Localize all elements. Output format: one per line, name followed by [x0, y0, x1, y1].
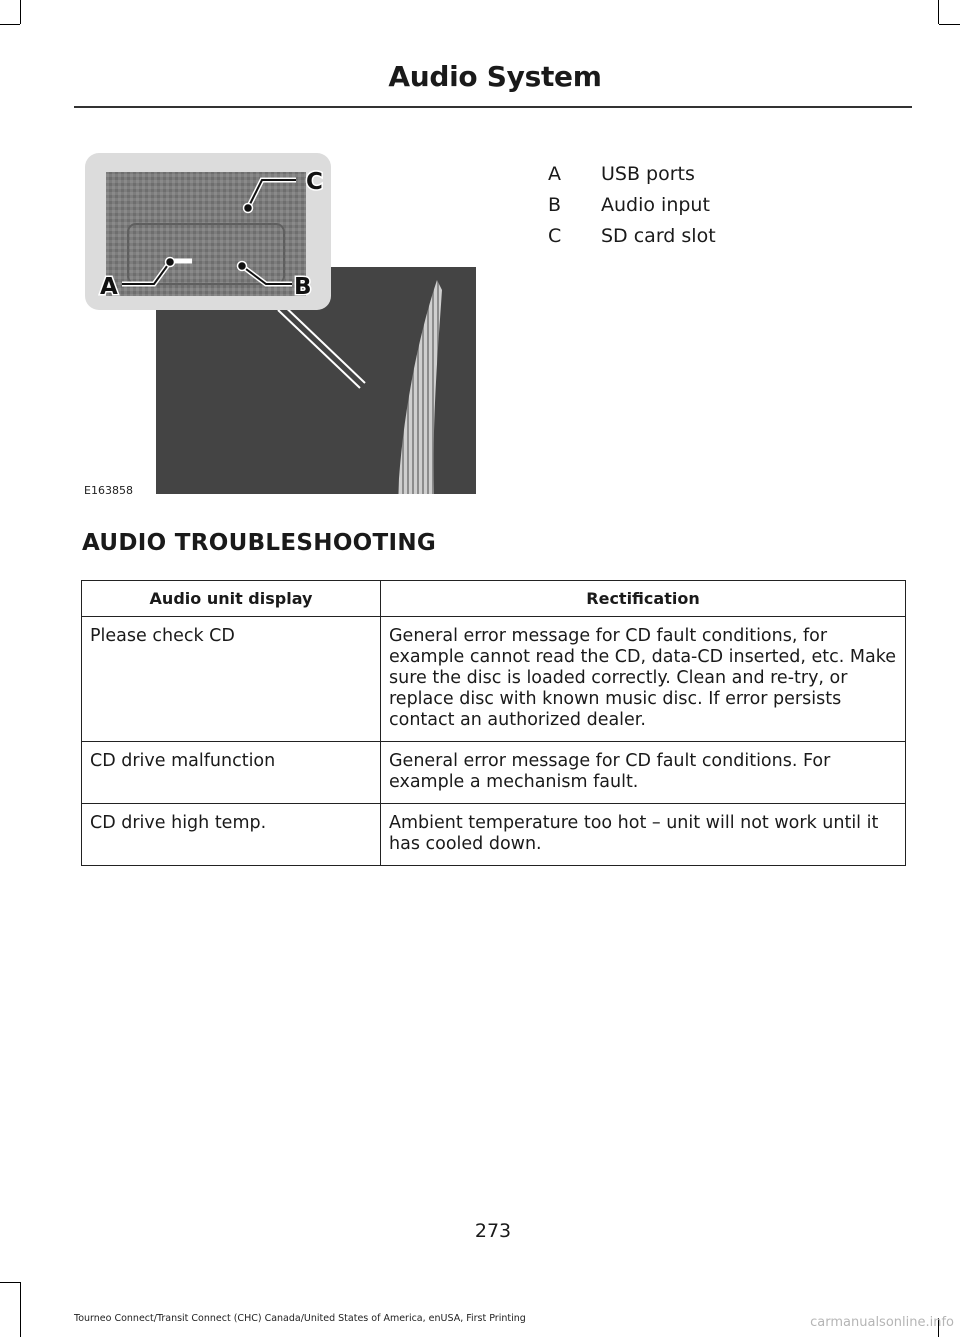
table-row	[82, 617, 906, 742]
crop-mark-top-right-v	[938, 0, 939, 24]
table-row	[82, 804, 906, 866]
crop-mark-top-left-v	[20, 0, 21, 24]
leader-a-dot	[166, 258, 175, 267]
legend-key: C	[548, 224, 562, 247]
watermark: carmanualsonline.info	[810, 1315, 954, 1330]
leader-b-dot	[238, 262, 247, 271]
callout-image	[106, 172, 306, 296]
crop-mark-top-right-h	[939, 24, 960, 25]
callout-label-b: B	[294, 274, 312, 300]
troubleshooting-table	[81, 580, 906, 866]
legend-key: A	[548, 162, 561, 185]
callout-label-c: C	[306, 169, 323, 195]
page-number: 273	[474, 1220, 512, 1242]
audio-ports-illustration	[82, 150, 482, 500]
legend-label: Audio input	[601, 193, 710, 216]
column-header-rectification: Rectification	[381, 581, 906, 617]
table-row	[82, 742, 906, 804]
table-cell-rectification: General error message for CD fault conditions, for example cannot read the CD, data-CD inserted, etc. Make sure the disc is loaded correctly. Clean and re-try, or replace disc with known music disc. If error persists contact an authorized dealer.	[381, 617, 906, 742]
footer-text: Tourneo Connect/Transit Connect (CHC) Canada/United States of America, enUSA, First Printing	[74, 1313, 526, 1324]
audio-ports-figure	[82, 150, 482, 500]
table-cell-display: Please check CD	[82, 617, 381, 742]
table-header-row	[82, 581, 906, 617]
table-cell-rectification: General error message for CD fault conditions. For example a mechanism fault.	[381, 742, 906, 804]
crop-mark-bottom-left-v	[20, 1282, 21, 1337]
legend-item	[548, 220, 716, 251]
header-divider	[74, 106, 912, 108]
table-cell-display: CD drive high temp.	[82, 804, 381, 866]
crop-mark-bottom-left-h	[0, 1282, 20, 1283]
crop-mark-top-left-h	[0, 24, 20, 25]
leader-c-dot	[244, 204, 253, 213]
legend-label: SD card slot	[601, 224, 716, 247]
legend-item	[548, 158, 716, 189]
table-cell-rectification: Ambient temperature too hot – unit will not work until it has cooled down.	[381, 804, 906, 866]
figure-id: E163858	[84, 484, 133, 497]
legend-label: USB ports	[601, 162, 695, 185]
legend-key: B	[548, 193, 562, 216]
callout-label-a: A	[100, 274, 118, 300]
table-cell-display: CD drive malfunction	[82, 742, 381, 804]
figure-legend	[548, 158, 716, 251]
column-header-display: Audio unit display	[82, 581, 381, 617]
legend-item	[548, 189, 716, 220]
section-heading: AUDIO TROUBLESHOOTING	[82, 530, 437, 556]
page-title: Audio System	[388, 60, 602, 93]
